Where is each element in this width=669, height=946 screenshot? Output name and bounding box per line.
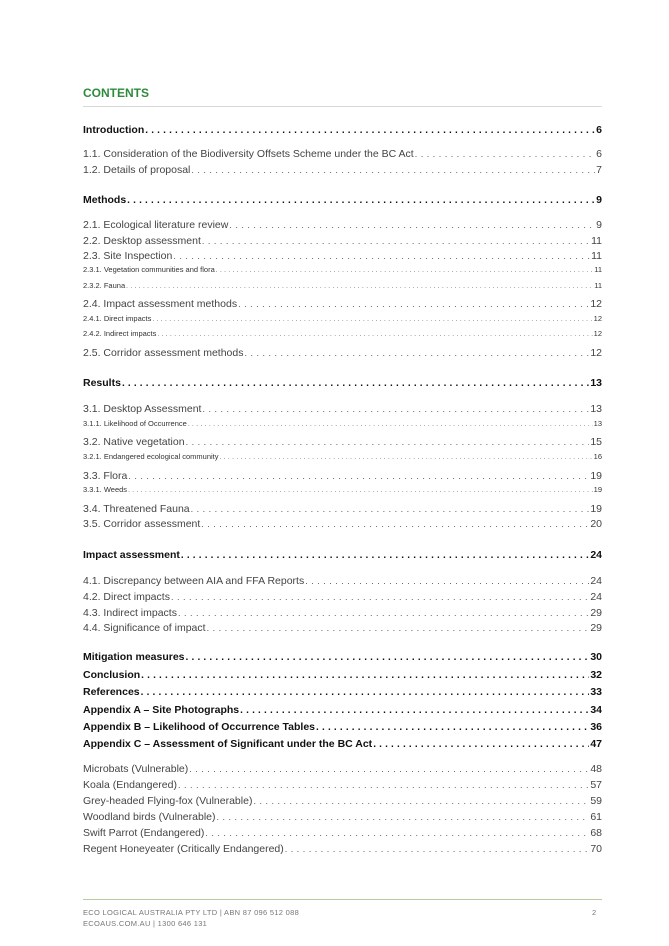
toc-page-number: 16	[593, 452, 602, 461]
toc-section[interactable]	[83, 194, 602, 206]
toc-entry[interactable]	[83, 164, 602, 176]
toc-entry[interactable]	[83, 827, 602, 839]
toc-entry-title: 3.2.1. Endangered ecological community	[83, 452, 219, 461]
toc-section[interactable]	[83, 377, 602, 389]
toc-page-number: 33	[590, 686, 602, 698]
footer-company: ECO LOGICAL AUSTRALIA PTY LTD | ABN 87 096 512 088	[83, 908, 300, 917]
toc-entry-title: Swift Parrot (Endangered)	[83, 827, 205, 839]
toc-page-number: 19	[593, 485, 602, 494]
footer-divider	[83, 899, 602, 900]
toc-leader-dots	[128, 471, 589, 481]
toc-leader-dots	[189, 764, 589, 774]
toc-entry-title: Grey-headed Flying-fox (Vulnerable)	[83, 795, 253, 807]
toc-leader-dots	[128, 487, 593, 494]
toc-leader-dots	[238, 299, 589, 309]
toc-page-number: 6	[596, 148, 602, 160]
toc-entry[interactable]	[83, 575, 602, 587]
toc-leader-dots	[202, 236, 590, 246]
toc-page-number: 11	[591, 250, 602, 262]
toc-leader-dots	[188, 421, 593, 428]
toc-page-number: 68	[590, 827, 602, 839]
toc-leader-dots	[178, 608, 589, 618]
toc-leader-dots	[216, 267, 593, 274]
toc-page-number: 19	[590, 503, 602, 515]
footer-contact: ECOAUS.COM.AU | 1300 646 131	[83, 919, 208, 928]
toc-entry-title: 1.2. Details of proposal	[83, 164, 191, 176]
toc-section[interactable]	[83, 738, 602, 750]
toc-leader-dots	[171, 592, 589, 602]
toc-leader-dots	[173, 251, 590, 261]
toc-entry-title: 4.3. Indirect impacts	[83, 607, 177, 619]
toc-entry-title: References	[83, 686, 140, 698]
toc-entry-title: 2.1. Ecological literature review	[83, 219, 229, 231]
toc-leader-dots	[122, 378, 589, 389]
toc-entry-title: Conclusion	[83, 669, 141, 681]
toc-leader-dots	[201, 519, 589, 529]
toc-page-number: 13	[590, 403, 602, 415]
toc-entry[interactable]	[83, 235, 602, 247]
toc-entry-title: Woodland birds (Vulnerable)	[83, 811, 216, 823]
toc-page-number: 6	[596, 124, 602, 136]
toc-entry-title: 4.4. Significance of impact	[83, 622, 206, 634]
toc-page-number: 34	[590, 704, 602, 716]
toc-leader-dots	[141, 670, 589, 681]
toc-subentry[interactable]	[83, 281, 602, 290]
toc-entry[interactable]	[83, 403, 602, 415]
toc-leader-dots	[205, 828, 589, 838]
toc-entry[interactable]	[83, 607, 602, 619]
toc-leader-dots	[145, 125, 595, 136]
toc-page-number: 32	[590, 669, 602, 681]
toc-entry[interactable]	[83, 795, 602, 807]
toc-entry[interactable]	[83, 470, 602, 482]
page-number: 2	[592, 908, 597, 917]
toc-leader-dots	[207, 623, 590, 633]
toc-page-number: 47	[590, 738, 602, 750]
toc-leader-dots	[220, 454, 593, 461]
toc-entry-title: Regent Honeyeater (Critically Endangered)	[83, 843, 284, 855]
toc-entry-title: Microbats (Vulnerable)	[83, 763, 189, 775]
toc-leader-dots	[373, 739, 589, 750]
toc-entry-title: 3.3. Flora	[83, 470, 128, 482]
toc-entry-title: 2.3.2. Fauna	[83, 281, 126, 290]
toc-page-number: 11	[591, 235, 602, 247]
toc-entry-title: Results	[83, 377, 121, 389]
toc-section[interactable]	[83, 704, 602, 716]
toc-entry-title: Koala (Endangered)	[83, 779, 177, 791]
toc-section[interactable]	[83, 124, 602, 136]
toc-leader-dots	[285, 844, 590, 854]
toc-leader-dots	[181, 550, 589, 561]
toc-leader-dots	[127, 195, 595, 206]
toc-entry-title: 4.2. Direct impacts	[83, 591, 170, 603]
toc-page-number: 61	[590, 811, 602, 823]
toc-entry-title: Appendix B – Likelihood of Occurrence Tables	[83, 721, 316, 733]
toc-page-number: 13	[590, 377, 602, 389]
toc-page-number: 29	[590, 622, 602, 634]
toc-page-number: 7	[596, 164, 602, 176]
toc-entry[interactable]	[83, 843, 602, 855]
toc-entry-title: 3.1. Desktop Assessment	[83, 403, 202, 415]
toc-entry-title: Introduction	[83, 124, 145, 136]
toc-leader-dots	[152, 316, 592, 323]
heading-divider	[83, 106, 602, 107]
toc-leader-dots	[186, 652, 590, 663]
toc-entry[interactable]	[83, 779, 602, 791]
toc-leader-dots	[178, 780, 589, 790]
toc-leader-dots	[191, 165, 595, 175]
toc-page-number: 9	[596, 219, 602, 231]
toc-leader-dots	[141, 687, 590, 698]
toc-page-number: 24	[590, 549, 602, 561]
toc-entry-title: Methods	[83, 194, 127, 206]
toc-entry-title: 2.4. Impact assessment methods	[83, 298, 238, 310]
toc-entry[interactable]	[83, 298, 602, 310]
toc-page-number: 70	[590, 843, 602, 855]
toc-page-number: 24	[590, 575, 602, 587]
toc-entry-title: 2.2. Desktop assessment	[83, 235, 201, 247]
toc-entry-title: 3.5. Corridor assessment	[83, 518, 201, 530]
toc-leader-dots	[186, 437, 590, 447]
toc-leader-dots	[316, 722, 589, 733]
toc-subentry[interactable]	[83, 419, 602, 428]
toc-leader-dots	[157, 331, 592, 338]
toc-entry-title: Appendix A – Site Photographs	[83, 704, 240, 716]
toc-entry-title: 2.4.2. Indirect impacts	[83, 329, 157, 338]
toc-entry-title: 3.2. Native vegetation	[83, 436, 185, 448]
toc-page-number: 11	[594, 265, 602, 274]
toc-subentry[interactable]	[83, 329, 602, 338]
toc-section[interactable]	[83, 721, 602, 733]
toc-page-number: 29	[590, 607, 602, 619]
toc-page-number: 24	[590, 591, 602, 603]
toc-page-number: 12	[593, 329, 602, 338]
toc-entry[interactable]	[83, 436, 602, 448]
toc-page-number: 9	[596, 194, 602, 206]
toc-page-number: 13	[593, 419, 602, 428]
toc-leader-dots	[229, 220, 595, 230]
toc-page-number: 48	[590, 763, 602, 775]
toc-entry[interactable]	[83, 148, 602, 160]
toc-leader-dots	[415, 149, 595, 159]
toc-page-number: 59	[590, 795, 602, 807]
toc-leader-dots	[126, 283, 593, 290]
toc-entry-title: 2.4.1. Direct impacts	[83, 314, 152, 323]
toc-entry-title: 1.1. Consideration of the Biodiversity Offsets Scheme under the BC Act	[83, 148, 414, 160]
toc-entry[interactable]	[83, 503, 602, 515]
toc-page-number: 12	[590, 298, 602, 310]
toc-leader-dots	[305, 576, 589, 586]
toc-entry[interactable]	[83, 347, 602, 359]
toc-subentry[interactable]	[83, 452, 602, 461]
toc-subentry[interactable]	[83, 265, 602, 274]
toc-section[interactable]	[83, 651, 602, 663]
toc-leader-dots	[202, 404, 589, 414]
toc-section[interactable]	[83, 549, 602, 561]
toc-entry[interactable]	[83, 763, 602, 775]
toc-entry[interactable]	[83, 219, 602, 231]
toc-entry-title: Appendix C – Assessment of Significant under the BC Act	[83, 738, 373, 750]
toc-page-number: 19	[590, 470, 602, 482]
toc-section[interactable]	[83, 669, 602, 681]
toc-entry-title: 2.3. Site Inspection	[83, 250, 173, 262]
toc-entry-title: 2.5. Corridor assessment methods	[83, 347, 244, 359]
toc-entry-title: 3.1.1. Likelihood of Occurrence	[83, 419, 187, 428]
toc-page-number: 15	[590, 436, 602, 448]
toc-page-number: 36	[590, 721, 602, 733]
toc-leader-dots	[217, 812, 590, 822]
toc-entry[interactable]	[83, 622, 602, 634]
toc-page-number: 20	[590, 518, 602, 530]
toc-entry-title: 4.1. Discrepancy between AIA and FFA Reports	[83, 575, 305, 587]
toc-page-number: 12	[590, 347, 602, 359]
toc-leader-dots	[253, 796, 589, 806]
toc-entry[interactable]	[83, 591, 602, 603]
toc-page-number: 12	[593, 314, 602, 323]
toc-leader-dots	[244, 348, 589, 358]
toc-subentry[interactable]	[83, 485, 602, 494]
toc-entry[interactable]	[83, 518, 602, 530]
toc-page-number: 57	[590, 779, 602, 791]
toc-entry[interactable]	[83, 811, 602, 823]
contents-heading: CONTENTS	[83, 86, 149, 100]
toc-leader-dots	[240, 705, 589, 716]
toc-page-number: 11	[594, 281, 602, 290]
toc-page-number: 30	[590, 651, 602, 663]
toc-entry[interactable]	[83, 250, 602, 262]
toc-entry-title: 3.4. Threatened Fauna	[83, 503, 190, 515]
toc-entry-title: Mitigation measures	[83, 651, 185, 663]
toc-entry-title: 3.3.1. Weeds	[83, 485, 128, 494]
toc-entry-title: 2.3.1. Vegetation communities and flora	[83, 265, 215, 274]
toc-leader-dots	[191, 504, 590, 514]
toc-section[interactable]	[83, 686, 602, 698]
toc-entry-title: Impact assessment	[83, 549, 180, 561]
toc-subentry[interactable]	[83, 314, 602, 323]
